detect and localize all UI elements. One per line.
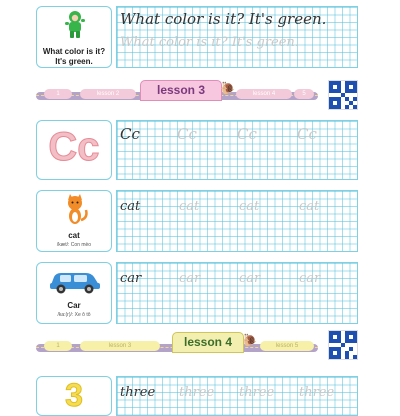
qr-code-icon-2 [329,331,357,359]
handwriting-grid-car[interactable] [116,262,358,324]
cat-icon [60,194,90,226]
trace-letters-3: Cc [297,125,317,143]
trace-cat-1: cat [179,199,200,214]
trace-cat-2: cat [239,199,260,214]
trace-sentence: What color is it? It's green. [120,35,299,50]
ipa-cat: /kæt/: Con mèo [56,242,92,248]
lesson-banner-4 [36,332,318,356]
letter-cc: Cc [48,125,100,169]
green-kid-icon [60,9,90,39]
mini-tab-lesson-3[interactable]: lesson 3 [80,341,160,351]
ipa-car: /ka:(r)/: Xe ô tô [57,312,91,318]
snail-icon: 🐌 [220,81,235,95]
mini-tab-lesson-4[interactable]: lesson 4 [236,89,292,99]
model-word-car: car [120,271,142,286]
mini-tab-1[interactable]: 1 [44,89,72,99]
trace-three-3: three [299,385,335,400]
model-word-three: three [120,385,156,400]
trace-three-1: three [179,385,215,400]
question-line-2: It's green. [55,57,93,66]
mini-tab-lesson-5[interactable]: lesson 5 [260,341,314,351]
question-line-1: What color is it? [42,47,106,56]
lesson-4-label[interactable]: lesson 4 [172,332,244,353]
number-three: 3 [65,377,83,413]
handwriting-grid-three[interactable] [116,376,358,416]
handwriting-grid-row-1[interactable] [116,6,358,68]
mini-tab-lesson-2[interactable]: lesson 2 [80,89,136,99]
snail-icon-2: 🐌 [242,333,257,347]
car-icon [48,267,102,295]
mini-tab-5[interactable]: 5 [294,89,314,99]
word-cat: cat [68,231,80,240]
number-card-three [36,376,112,416]
trace-letters-2: Cc [237,125,257,143]
lesson-banner-3 [36,80,318,104]
handwriting-grid-letters[interactable] [116,120,358,180]
qr-code-icon [329,81,357,109]
mini-tab-1-b[interactable]: 1 [44,341,72,351]
picture-card-green [36,6,112,68]
model-sentence: What color is it? It's green. [120,10,327,28]
lesson-3-label[interactable]: lesson 3 [140,80,222,101]
qr-code-1[interactable] [328,80,358,110]
trace-car-2: car [239,271,261,286]
trace-three-2: three [239,385,275,400]
trace-cat-3: cat [299,199,320,214]
word-card-cat [36,190,112,252]
model-word-cat: cat [120,199,141,214]
handwriting-grid-cat[interactable] [116,190,358,252]
trace-letters-1: Cc [177,125,197,143]
qr-code-2[interactable] [328,330,358,360]
word-car: Car [67,301,81,310]
trace-car-1: car [179,271,201,286]
word-card-car [36,262,112,324]
letter-card-cc [36,120,112,180]
trace-car-3: car [299,271,321,286]
model-letters: Cc [120,125,140,143]
